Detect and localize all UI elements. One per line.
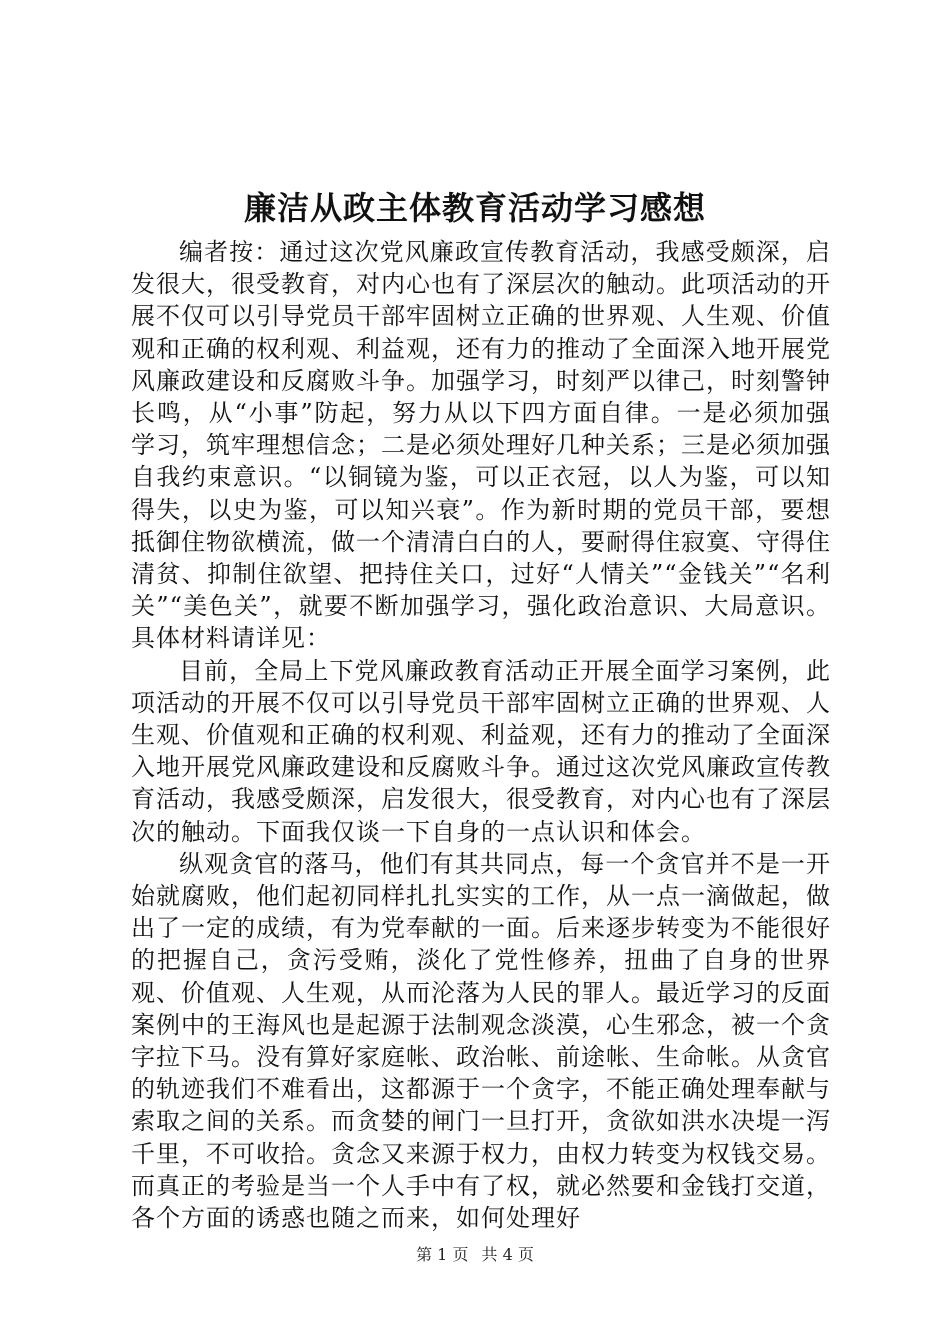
page-number: 第 1 页 (416, 1245, 469, 1264)
page-total: 共 4 页 (481, 1245, 534, 1264)
paragraph-analysis: 纵观贪官的落马，他们有其共同点，每一个贪官并不是一开始就腐败，他们起初同样扎扎实实的工作，从一点一滴做起，做出了一定的成绩，有为党奉献的一面。后来逐步转变为不能很好的把握自己，贪污受贿，淡化了党性修养，扭曲了自身的世界观、价值观、人生观，从而沦落为人民的罪人。最近学习的反面案例中的王海风也是起源于法制观念淡漠，心生邪念，被一个贪字拉下马。没有算好家庭帐、政治帐、前途帐、生命帐。从贪官的轨迹我们不难看出，这都源于一个贪字，不能正确处理奉献与索取之间的关系。而贪婪的闸门一旦打开，贪欲如洪水决堤一泻千里，不可收拾。贪念又来源于权力，由权力转变为权钱交易。而真正的考验是当一个人手中有了权，就必然要和金钱打交道，各个方面的诱惑也随之而来，如何处理好 (131, 849, 831, 1233)
page-footer (0, 1244, 950, 1266)
paragraph-editor-note: 编者按：通过这次党风廉政宣传教育活动，我感受颇深，启发很大，很受教育，对内心也有了深层次的触动。此项活动的开展不仅可以引导党员干部牢固树立正确的世界观、人生观、价值观和正确的权利观、利益观，还有力的推动了全面深入地开展党风廉政建设和反腐败斗争。加强学习，时刻严以律己，时刻警钟长鸣，从“小事”防起，努力从以下四方面自律。一是必须加强学习，筑牢理想信念；二是必须处理好几种关系；三是必须加强自我约束意识。“以铜镜为鉴，可以正衣冠，以人为鉴，可以知得失，以史为鉴，可以知兴衰”。作为新时期的党员干部，要想抵御住物欲横流，做一个清清白白的人，要耐得住寂寞、守得住清贫、抑制住欲望、把持住关口，过好“人情关”“金钱关”“名利关”“美色关”，就要不断加强学习，强化政治意识、大局意识。具体材料请详见： (131, 238, 831, 653)
paragraph-introduction: 目前，全局上下党风廉政教育活动正开展全面学习案例，此项活动的开展不仅可以引导党员干部牢固树立正确的世界观、人生观、价值观和正确的权利观、利益观，还有力的推动了全面深入地开展党风廉政建设和反腐败斗争。通过这次党风廉政宣传教育活动，我感受颇深，启发很大，很受教育，对内心也有了深层次的触动。下面我仅谈一下自身的一点认识和体会。 (131, 656, 831, 846)
document-title: 廉洁从政主体教育活动学习感想 (243, 189, 706, 227)
document-body (131, 236, 831, 1234)
